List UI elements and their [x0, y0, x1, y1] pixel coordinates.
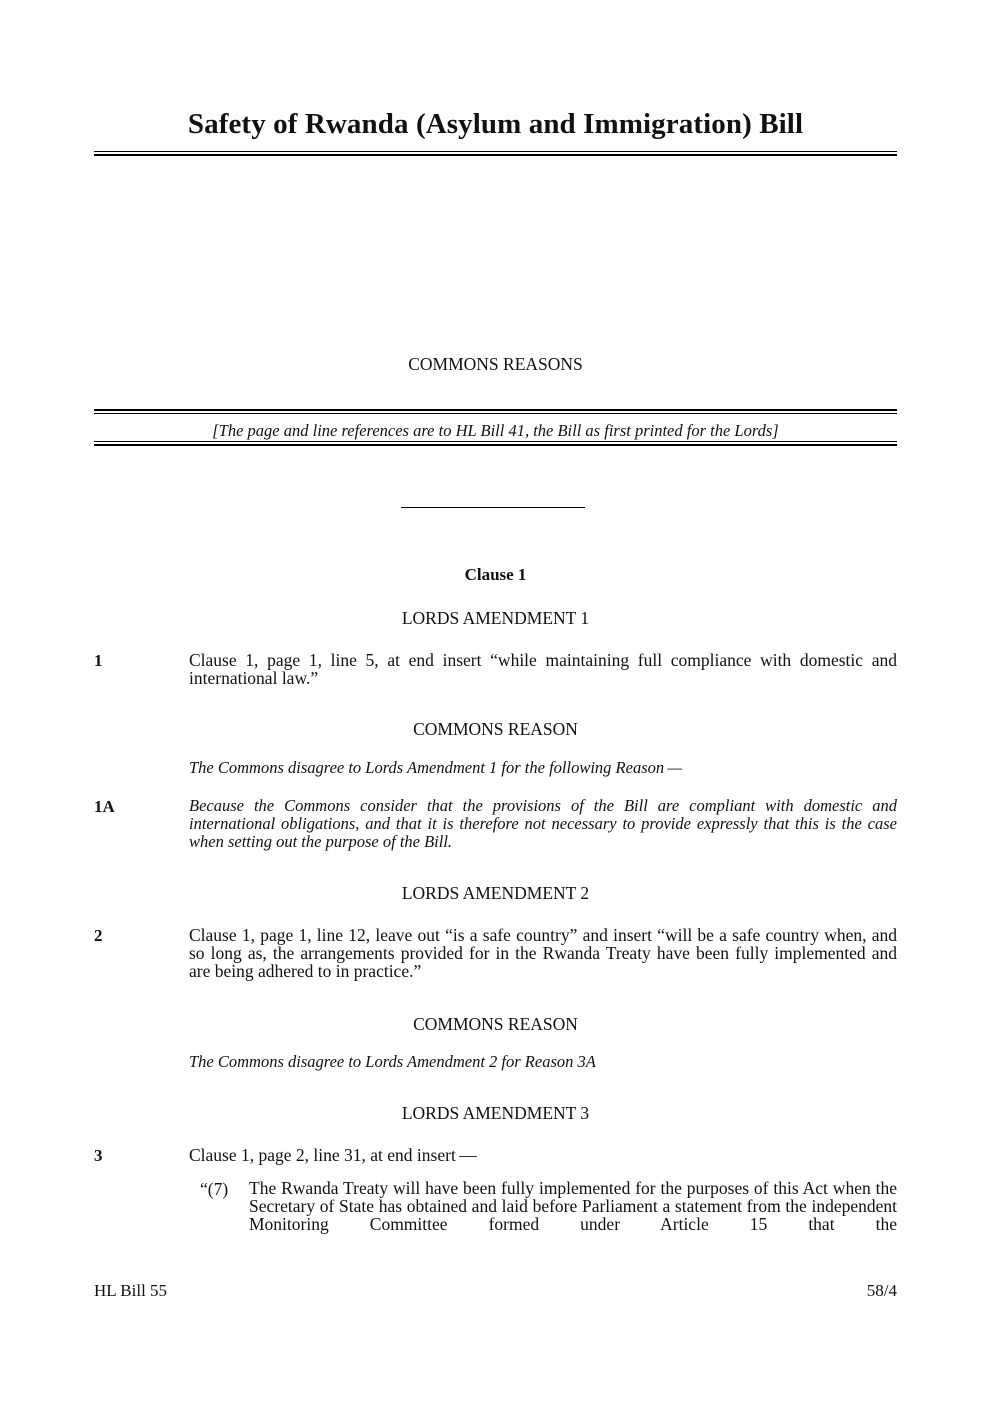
- title-rule-thick: [94, 154, 897, 156]
- amendment-1-heading: LORDS AMENDMENT 1: [401, 608, 590, 628]
- amendment-1-number: 1: [94, 651, 103, 670]
- bill-title: Safety of Rwanda (Asylum and Immigration) Bill: [187, 108, 804, 140]
- amendment-1-text: Clause 1, page 1, line 5, at end insert “while maintaining full compliance with domestic and international law.”: [189, 650, 897, 688]
- note-rule-bottom-thin: [94, 441, 897, 442]
- note-rule-top-thick: [94, 409, 897, 411]
- amendment-3-text: Clause 1, page 2, line 31, at end insert —: [189, 1145, 477, 1165]
- amendment-2-number: 2: [94, 926, 103, 945]
- amendment-2-reason-heading: COMMONS REASON: [413, 1014, 578, 1034]
- amendment-2-heading: LORDS AMENDMENT 2: [401, 883, 590, 903]
- amendment-2-reason-intro: The Commons disagree to Lords Amendment 2 for Reason 3A: [189, 1052, 596, 1071]
- separator-rule: [401, 507, 585, 508]
- amendment-2-text: Clause 1, page 1, line 12, leave out “is a safe country” and insert “will be a safe country when, and so long as, the arrangements provided for in the Rwanda Treaty have been fully implemented and are being adhered to in practice.”: [189, 925, 897, 981]
- reason-1a-text: Because the Commons consider that the provisions of the Bill are compliant with domestic and international obligations, and that it is therefore not necessary to provide expressly that this is the case when setting out the purpose of the Bill.: [189, 796, 897, 851]
- clause-heading: Clause 1: [464, 565, 527, 584]
- reason-1a-number: 1A: [94, 797, 115, 816]
- reference-note: [The page and line references are to HL Bill 41, the Bill as first printed for the Lords]: [212, 421, 779, 440]
- subsection-7-text: The Rwanda Treaty will have been fully implemented for the purposes of this Act when the Secretary of State has obtained and laid before Parliament a statement from the independent Monitoring Committee formed under Article 15 that the: [249, 1178, 897, 1234]
- title-rule-thin: [94, 151, 897, 152]
- note-rule-bottom-thick: [94, 444, 897, 446]
- footer-bill-number: HL Bill 55: [94, 1281, 168, 1300]
- section-heading: COMMONS REASONS: [408, 354, 583, 374]
- amendment-3-number: 3: [94, 1146, 103, 1165]
- amendment-1-reason-heading: COMMONS REASON: [413, 719, 578, 739]
- subsection-7-label: “(7): [200, 1179, 229, 1199]
- note-rule-top-thin: [94, 413, 897, 414]
- amendment-1-reason-intro: The Commons disagree to Lords Amendment 1 for the following Reason —: [189, 758, 683, 777]
- amendment-3-heading: LORDS AMENDMENT 3: [401, 1103, 590, 1123]
- footer-print-ref: 58/4: [866, 1281, 897, 1300]
